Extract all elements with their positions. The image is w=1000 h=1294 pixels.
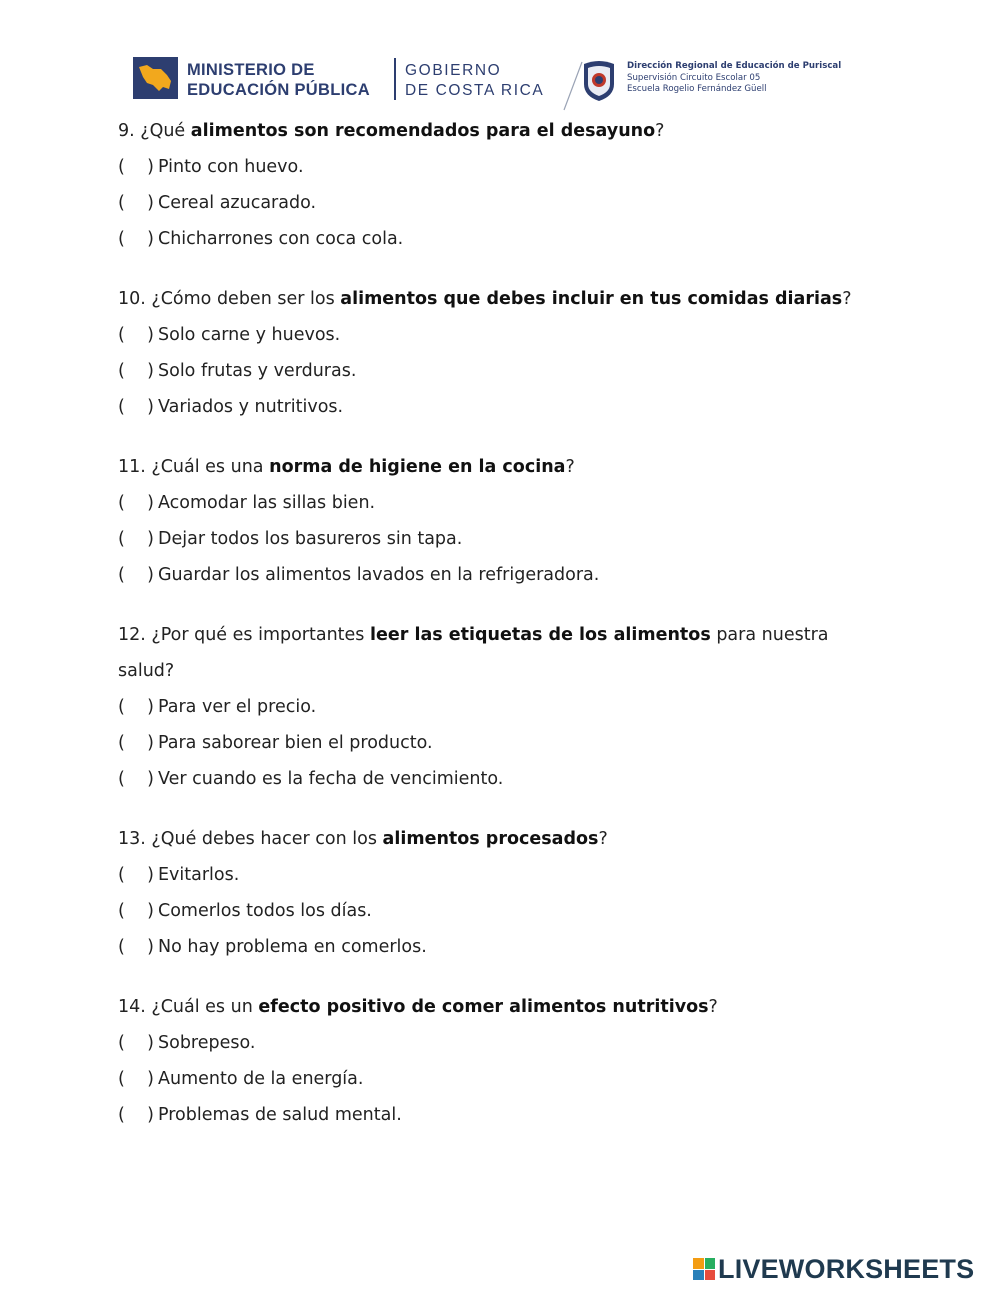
answer-checkbox[interactable]: ( ) xyxy=(118,565,154,585)
answer-checkbox[interactable]: ( ) xyxy=(118,733,154,753)
answer-checkbox[interactable]: ( ) xyxy=(118,865,154,885)
question-keyword: alimentos procesados xyxy=(382,829,599,849)
question-9 xyxy=(118,113,878,149)
mep-line1: MINISTERIO DE xyxy=(187,61,315,79)
gob-line2: DE COSTA RICA xyxy=(405,82,545,99)
worksheet-questions xyxy=(118,113,878,1133)
option[interactable] xyxy=(118,1025,878,1061)
option-label: Para saborear bien el producto. xyxy=(158,733,433,753)
option-label: No hay problema en comerlos. xyxy=(158,937,427,957)
question-number: 13. xyxy=(118,829,146,849)
question-text-end: ? xyxy=(655,121,665,141)
answer-checkbox[interactable]: ( ) xyxy=(118,697,154,717)
option[interactable] xyxy=(118,221,878,257)
question-text-end: ? xyxy=(565,457,575,477)
option-label: Solo carne y huevos. xyxy=(158,325,341,345)
question-keyword: alimentos que debes incluir en tus comidas diarias xyxy=(340,289,843,309)
answer-checkbox[interactable]: ( ) xyxy=(118,1069,154,1089)
option-label: Aumento de la energía. xyxy=(158,1069,364,1089)
option[interactable] xyxy=(118,557,878,593)
answer-checkbox[interactable]: ( ) xyxy=(118,493,154,513)
option[interactable] xyxy=(118,893,878,929)
dre-line1: Dirección Regional de Educación de Puriscal xyxy=(627,61,842,71)
question-12-continued: salud? xyxy=(118,661,175,681)
answer-checkbox[interactable]: ( ) xyxy=(118,1033,154,1053)
question-text: ¿Por qué es importantes xyxy=(151,625,365,645)
header-divider xyxy=(394,58,396,100)
liveworksheets-brand[interactable] xyxy=(693,1253,974,1285)
option[interactable] xyxy=(118,317,878,353)
question-text-end: ? xyxy=(708,997,718,1017)
answer-checkbox[interactable]: ( ) xyxy=(118,157,154,177)
question-13 xyxy=(118,821,878,857)
option[interactable] xyxy=(118,149,878,185)
page-header xyxy=(0,0,1000,112)
option-label: Acomodar las sillas bien. xyxy=(158,493,376,513)
question-number: 14. xyxy=(118,997,146,1017)
question-number: 11. xyxy=(118,457,146,477)
option-label: Para ver el precio. xyxy=(158,697,317,717)
mep-line2: EDUCACIÓN PÚBLICA xyxy=(187,81,370,99)
question-11 xyxy=(118,449,878,485)
question-keyword: efecto positivo de comer alimentos nutritivos xyxy=(258,997,709,1017)
question-text: ¿Cuál es un xyxy=(151,997,253,1017)
option[interactable] xyxy=(118,521,878,557)
option-label: Dejar todos los basureros sin tapa. xyxy=(158,529,463,549)
answer-checkbox[interactable]: ( ) xyxy=(118,901,154,921)
mep-wordmark xyxy=(187,60,370,100)
option[interactable] xyxy=(118,185,878,221)
option-label: Variados y nutritivos. xyxy=(158,397,344,417)
option-label: Cereal azucarado. xyxy=(158,193,317,213)
dre-line2: Supervisión Circuito Escolar 05 xyxy=(627,72,761,83)
question-text-end: ? xyxy=(842,289,852,309)
option[interactable] xyxy=(118,1061,878,1097)
answer-checkbox[interactable]: ( ) xyxy=(118,325,154,345)
option[interactable] xyxy=(118,353,878,389)
mep-logo-icon xyxy=(133,57,178,99)
dre-line3: Escuela Rogelio Fernández Güell xyxy=(627,84,767,94)
question-14 xyxy=(118,989,878,1025)
question-text: ¿Qué xyxy=(140,121,186,141)
option-label: Problemas de salud mental. xyxy=(158,1105,402,1125)
regional-direction-text xyxy=(627,61,841,96)
option-label: Evitarlos. xyxy=(158,865,240,885)
school-crest-icon xyxy=(581,60,617,102)
gob-line1: GOBIERNO xyxy=(405,62,502,79)
question-text-end: ? xyxy=(598,829,608,849)
option[interactable] xyxy=(118,389,878,425)
option-label: Solo frutas y verduras. xyxy=(158,361,357,381)
option[interactable] xyxy=(118,857,878,893)
option[interactable] xyxy=(118,929,878,965)
answer-checkbox[interactable]: ( ) xyxy=(118,769,154,789)
question-12 xyxy=(118,617,878,653)
option-label: Chicharrones con coca cola. xyxy=(158,229,404,249)
answer-checkbox[interactable]: ( ) xyxy=(118,361,154,381)
question-text-end: para nuestra xyxy=(716,625,829,645)
question-text: ¿Cuál es una xyxy=(151,457,264,477)
option-label: Comerlos todos los días. xyxy=(158,901,372,921)
question-keyword: leer las etiquetas de los alimentos xyxy=(370,625,711,645)
liveworksheets-logo-icon xyxy=(693,1258,715,1280)
question-10 xyxy=(118,281,878,317)
option[interactable] xyxy=(118,1097,878,1133)
option-label: Ver cuando es la fecha de vencimiento. xyxy=(158,769,504,789)
answer-checkbox[interactable]: ( ) xyxy=(118,529,154,549)
option-label: Sobrepeso. xyxy=(158,1033,256,1053)
gobierno-wordmark xyxy=(405,61,544,101)
option-label: Pinto con huevo. xyxy=(158,157,304,177)
option[interactable] xyxy=(118,485,878,521)
question-number: 12. xyxy=(118,625,146,645)
answer-checkbox[interactable]: ( ) xyxy=(118,937,154,957)
question-keyword: alimentos son recomendados para el desayuno xyxy=(190,121,656,141)
liveworksheets-wordmark: LIVEWORKSHEETS xyxy=(718,1253,975,1284)
question-text: ¿Cómo deben ser los xyxy=(151,289,335,309)
answer-checkbox[interactable]: ( ) xyxy=(118,397,154,417)
question-number: 9. xyxy=(118,121,135,141)
option[interactable] xyxy=(118,725,878,761)
question-keyword: norma de higiene en la cocina xyxy=(269,457,566,477)
question-number: 10. xyxy=(118,289,146,309)
answer-checkbox[interactable]: ( ) xyxy=(118,229,154,249)
option[interactable] xyxy=(118,761,878,797)
answer-checkbox[interactable]: ( ) xyxy=(118,1105,154,1125)
option[interactable] xyxy=(118,689,878,725)
answer-checkbox[interactable]: ( ) xyxy=(118,193,154,213)
question-text: ¿Qué debes hacer con los xyxy=(151,829,377,849)
option-label: Guardar los alimentos lavados en la refrigeradora. xyxy=(158,565,600,585)
